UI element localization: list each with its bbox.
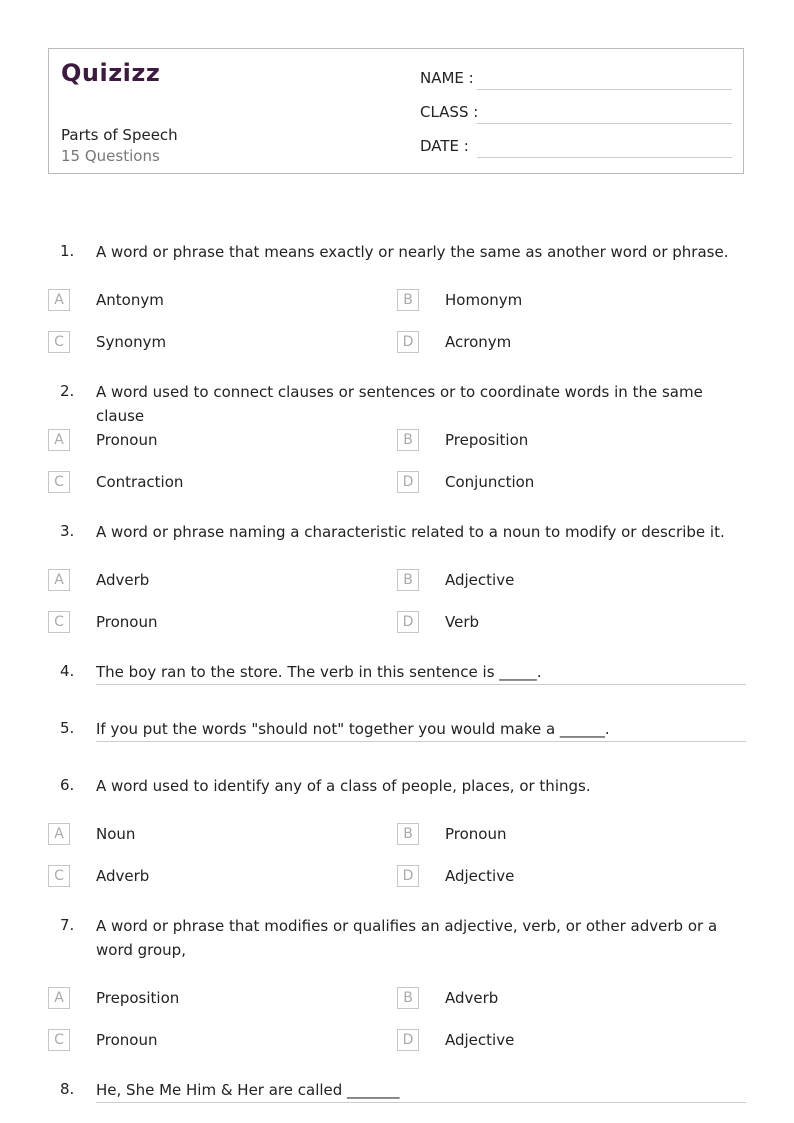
question-text: A word or phrase naming a characteristic related to a noun to modify or describe it. [96,523,725,541]
name-field [420,69,474,87]
question-number: 4. [60,662,75,680]
option-text: Adverb [96,867,150,885]
answer-line[interactable] [96,684,746,685]
question-count: 15 Questions [61,147,160,165]
option-text: Pronoun [96,613,158,631]
option-text: Acronym [445,333,512,351]
question-text: A word or phrase that modifies or qualifies an adjective, verb, or other adverb or a word group, [96,917,718,959]
option-text: Adjective [445,867,515,885]
option-box[interactable]: A [48,429,70,451]
option-box[interactable]: C [48,611,70,633]
question-text: He, She Me Him & Her are called _______ [96,1081,400,1099]
option-box[interactable]: C [48,331,70,353]
option-text: Contraction [96,473,184,491]
option-box[interactable]: A [48,569,70,591]
date-label: DATE : [420,137,469,155]
name-line[interactable] [477,89,732,90]
option-text: Synonym [96,333,167,351]
option-box[interactable]: C [48,1029,70,1051]
question-number: 2. [60,382,75,400]
option-box[interactable]: A [48,987,70,1009]
question-text: A word used to identify any of a class of people, places, or things. [96,777,591,795]
question-text: A word or phrase that means exactly or nearly the same as another word or phrase. [96,243,729,261]
option-text: Pronoun [445,825,507,843]
option-box[interactable]: D [397,1029,419,1051]
question-number: 5. [60,719,75,737]
option-text: Antonym [96,291,164,309]
answer-line[interactable] [96,741,746,742]
question-number: 8. [60,1080,75,1098]
option-text: Adverb [445,989,499,1007]
option-box[interactable]: B [397,987,419,1009]
worksheet-header [48,48,744,174]
question-number: 1. [60,242,75,260]
option-text: Pronoun [96,431,158,449]
option-text: Adverb [96,571,150,589]
question-number: 7. [60,916,75,934]
class-field [420,103,478,121]
option-box[interactable]: B [397,569,419,591]
option-box[interactable]: A [48,823,70,845]
option-box[interactable]: C [48,471,70,493]
quizizz-logo: Quizizz [61,59,161,87]
name-label: NAME : [420,69,474,87]
option-box[interactable]: A [48,289,70,311]
option-text: Adjective [445,571,515,589]
option-box[interactable]: B [397,429,419,451]
option-box[interactable]: D [397,331,419,353]
option-text: Preposition [445,431,529,449]
option-box[interactable]: C [48,865,70,887]
worksheet-title: Parts of Speech [61,126,178,144]
date-field [420,137,469,155]
option-box[interactable]: B [397,823,419,845]
option-box[interactable]: D [397,611,419,633]
option-box[interactable]: D [397,865,419,887]
question-number: 3. [60,522,75,540]
option-text: Preposition [96,989,180,1007]
option-text: Verb [445,613,480,631]
option-box[interactable]: D [397,471,419,493]
option-box[interactable]: B [397,289,419,311]
class-line[interactable] [477,123,732,124]
option-text: Noun [96,825,136,843]
question-text: A word used to connect clauses or sentences or to coordinate words in the same clause [96,383,703,425]
question-text: The boy ran to the store. The verb in this sentence is _____. [96,663,542,681]
question-number: 6. [60,776,75,794]
class-label: CLASS : [420,103,479,121]
answer-line[interactable] [96,1102,746,1103]
option-text: Adjective [445,1031,515,1049]
option-text: Homonym [445,291,523,309]
option-text: Pronoun [96,1031,158,1049]
date-line[interactable] [477,157,732,158]
question-text: If you put the words "should not" together you would make a ______. [96,720,610,738]
option-text: Conjunction [445,473,535,491]
